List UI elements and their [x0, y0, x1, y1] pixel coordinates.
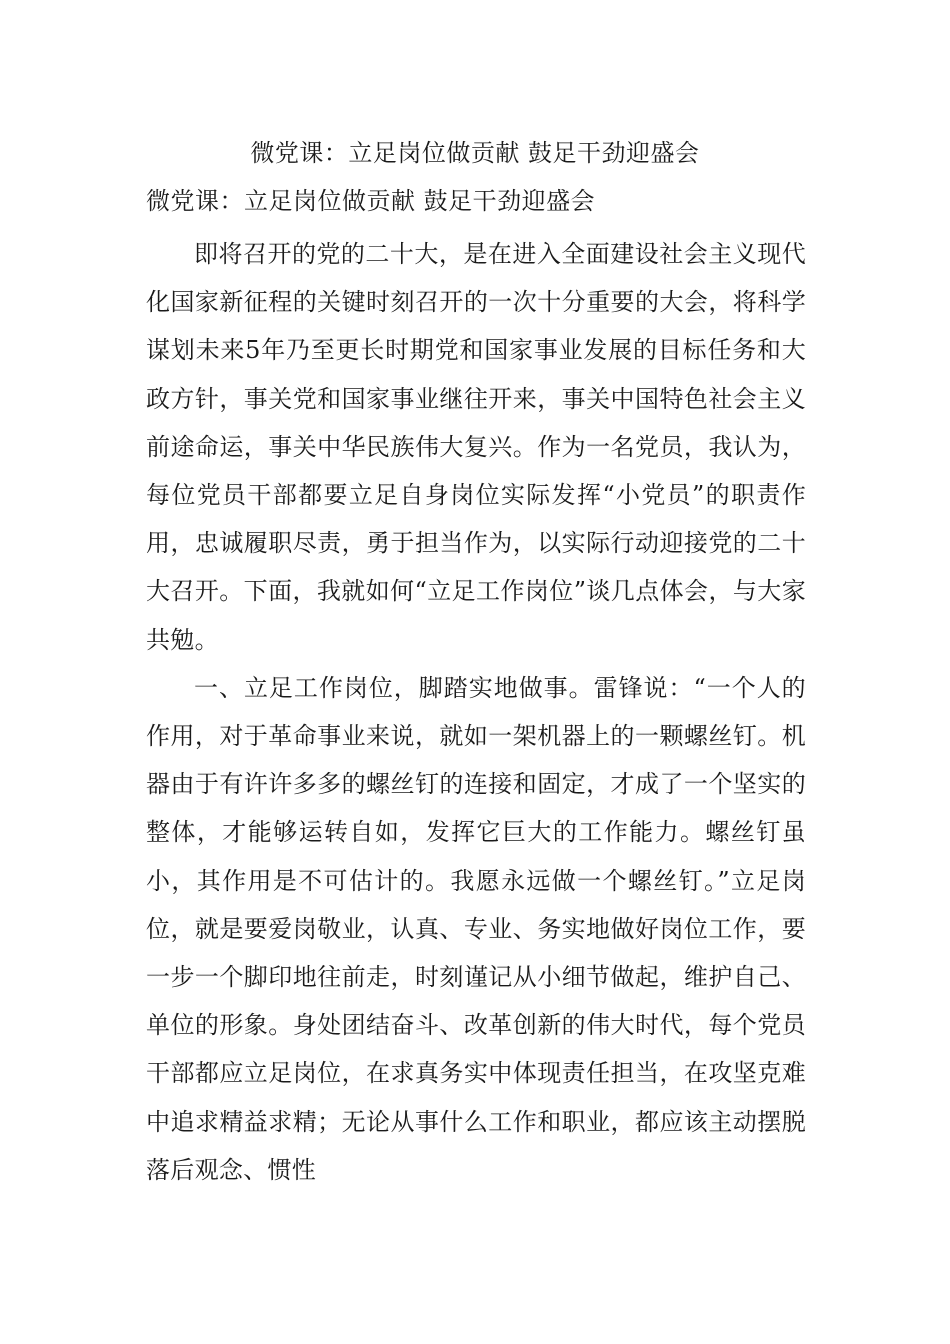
paragraph-section-one: 一、立足工作岗位，脚踏实地做事。雷锋说：“一个人的作用，对于革命事业来说，就如一架机器上的一颗螺丝钉。机器由于有许许多多的螺丝钉的连接和固定，才成了一个坚实的整体，才能够运转自如，发挥它巨大的工作能力。螺丝钉虽小，其作用是不可估计的。我愿永远做一个螺丝钉。”立足岗位，就是要爱岗敬业，认真、专业、务实地做好岗位工作，要一步一个脚印地往前走，时刻谨记从小细节做起，维护自己、单位的形象。身处团结奋斗、改革创新的伟大时代，每个党员干部都应立足岗位，在求真务实中体现责任担当，在攻坚克难中追求精益求精；无论从事什么工作和职业，都应该主动摆脱落后观念、惯性 [146, 673, 806, 1184]
paragraph-intro: 即将召开的党的二十大，是在进入全面建设社会主义现代化国家新征程的关键时刻召开的一次十分重要的大会，将科学谋划未来5年乃至更长时期党和国家事业发展的目标任务和大政方针，事关党和国家事业继往开来，事关中国特色社会主义前途命运，事关中华民族伟大复兴。作为一名党员，我认为，每位党员干部都要立足自身岗位实际发挥“小党员”的职责作用，忠诚履职尽责，勇于担当作为，以实际行动迎接党的二十大召开。下面，我就如何“立足工作岗位”谈几点体会，与大家共勉。 [146, 240, 806, 654]
document-body [146, 230, 806, 1194]
document-subtitle: 微党课：立足岗位做贡献 鼓足干劲迎盛会 [146, 187, 596, 215]
document-title: 微党课：立足岗位做贡献 鼓足干劲迎盛会 [250, 139, 700, 167]
